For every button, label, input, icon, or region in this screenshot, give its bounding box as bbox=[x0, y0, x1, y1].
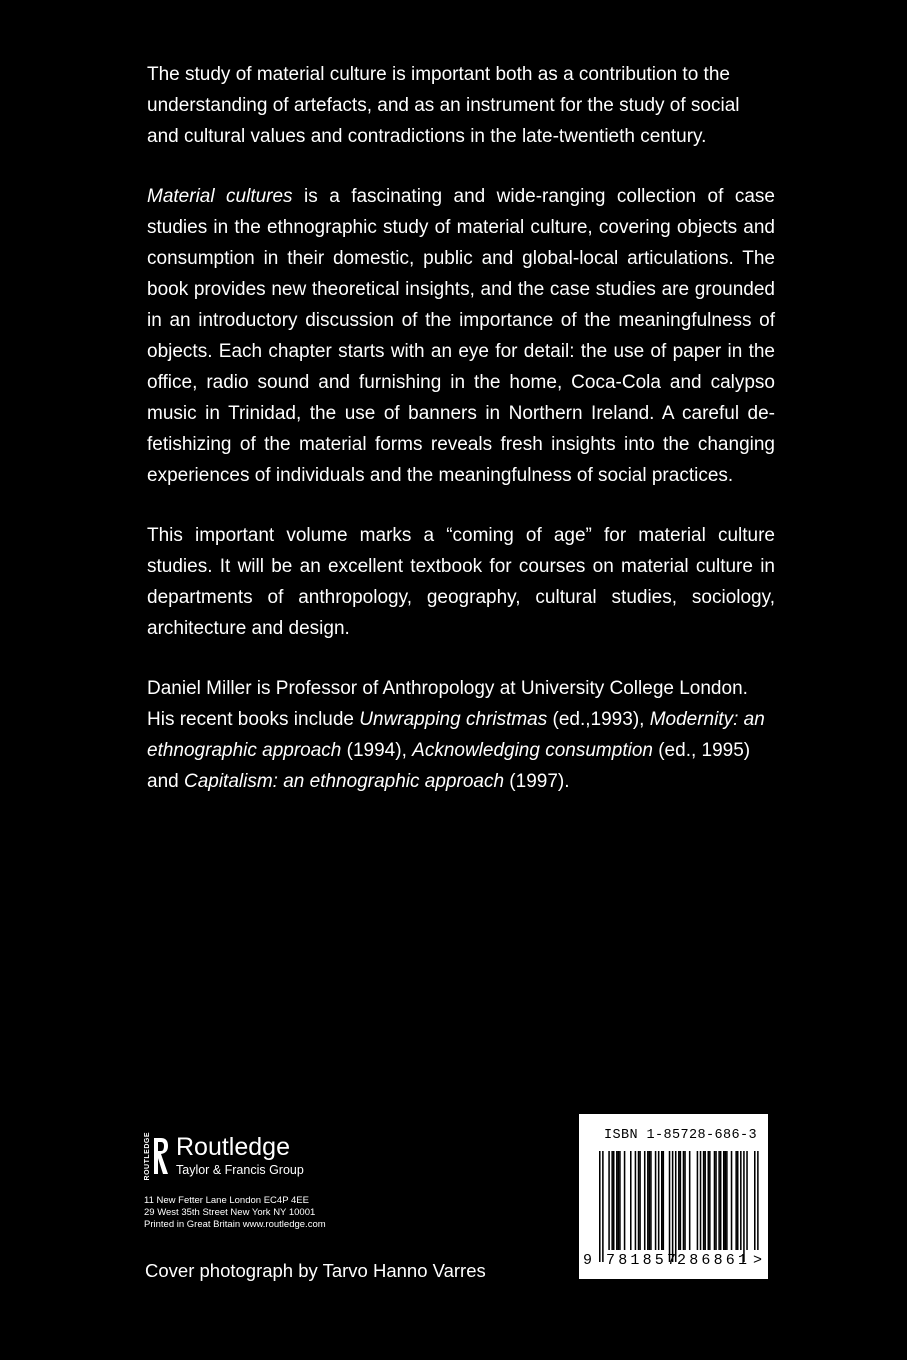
bio-text: (ed.,1993), bbox=[547, 709, 650, 730]
publisher-group: Taylor & Francis Group bbox=[176, 1163, 304, 1178]
barcode-bar bbox=[619, 1151, 621, 1250]
routledge-logo-icon bbox=[144, 1132, 170, 1180]
barcode-bar bbox=[658, 1151, 660, 1250]
barcode-bar bbox=[650, 1151, 652, 1250]
barcode-bar bbox=[618, 1151, 620, 1250]
barcode-bar bbox=[672, 1151, 674, 1262]
barcode-bar bbox=[709, 1151, 711, 1250]
logo-glyph-icon bbox=[152, 1136, 170, 1176]
barcode-bar bbox=[624, 1151, 626, 1250]
bio-book-title: Acknowledging consumption bbox=[412, 740, 653, 761]
bio-book-title: Capitalism: an ethnographic approach bbox=[183, 771, 505, 792]
isbn-barcode bbox=[579, 1114, 768, 1279]
barcode-bar bbox=[655, 1151, 657, 1250]
barcode-bar bbox=[638, 1151, 640, 1250]
barcode-bar bbox=[740, 1151, 742, 1250]
barcode-arrow: > bbox=[753, 1252, 763, 1269]
address-line: 11 New Fetter Lane London EC4P 4EE bbox=[144, 1195, 309, 1207]
bio-book-title: Unwrapping christmas bbox=[359, 709, 548, 730]
barcode-left-digits: 781857 bbox=[606, 1252, 680, 1269]
address-line: 29 West 35th Street New York NY 10001 bbox=[144, 1207, 316, 1219]
barcode-bar bbox=[669, 1151, 671, 1262]
barcode-bar bbox=[661, 1151, 663, 1250]
bio-book-title: Modernity: an ethnographic approach bbox=[147, 709, 765, 761]
barcode-bar bbox=[731, 1151, 733, 1250]
intro-paragraph: The study of material culture is important both as a contribution to the understanding of artefacts, and as an instrument for the study of social and cultural values and contradictions in the late-twentieth century. bbox=[147, 64, 740, 147]
publisher-block bbox=[144, 1132, 444, 1231]
barcode-bar bbox=[714, 1151, 716, 1250]
barcode-bar bbox=[723, 1151, 725, 1250]
bio-text: Daniel Miller is Professor of Anthropology at University College London. His recent books include bbox=[147, 678, 748, 730]
barcode-bar bbox=[737, 1151, 739, 1250]
barcode-bar bbox=[639, 1151, 641, 1250]
barcode-bar bbox=[649, 1151, 651, 1250]
barcode-bar bbox=[754, 1151, 756, 1250]
barcode-bar bbox=[630, 1151, 632, 1250]
barcode-bar bbox=[635, 1151, 637, 1250]
barcode-bar bbox=[718, 1151, 720, 1250]
address-line: Printed in Great Britain www.routledge.com bbox=[144, 1219, 326, 1231]
barcode-bar bbox=[697, 1151, 699, 1250]
cover-photo-credit: Cover photograph by Tarvo Hanno Varres bbox=[145, 1260, 486, 1281]
barcode-bar bbox=[602, 1151, 604, 1262]
barcode-bar bbox=[700, 1151, 702, 1250]
barcode-bar bbox=[725, 1151, 727, 1250]
barcode-bar bbox=[715, 1151, 717, 1250]
author-bio-paragraph bbox=[147, 673, 775, 797]
back-cover-blurb bbox=[147, 59, 775, 826]
barcode-bar bbox=[663, 1151, 665, 1250]
barcode-bar bbox=[743, 1151, 745, 1262]
publisher-addresses bbox=[144, 1195, 444, 1231]
barcode-bar bbox=[678, 1151, 680, 1250]
barcode-lead-digit: 9 bbox=[583, 1252, 593, 1269]
barcode-bar bbox=[708, 1151, 710, 1250]
barcode-bar bbox=[608, 1151, 610, 1250]
audience-paragraph: This important volume marks a “coming of age” for material culture studies. It will be an excellent textbook for courses on material culture in departments of anthropology, geography, cultural studies, sociology, architecture and design. bbox=[147, 525, 775, 639]
logo-vertical-word: ROUTLEDGE bbox=[144, 1132, 151, 1181]
barcode-bar bbox=[599, 1151, 601, 1262]
book-title: Material cultures bbox=[147, 186, 293, 207]
description-text: is a fascinating and wide-ranging collection of case studies in the ethnographic study of material culture, covering objects and consumption in their domestic, public and global-local articulations. The book provides new theoretical insights, and the case studies are grounded in an introductory discussion of the importance of the meaningfulness of objects. Each chapter starts with an eye for detail: the use of paper in the office, radio sound and furnishing in the home, Coca-Cola and calypso music in Trinidad, the use of banners in Northern Ireland. A careful de-fetishizing of the material forms reveals fresh insights into the changing experiences of individuals and the meaningfulness of social practices. bbox=[147, 186, 775, 486]
barcode-bar bbox=[611, 1151, 613, 1250]
barcode-bar bbox=[703, 1151, 705, 1250]
bio-text: (ed., 1995) and bbox=[147, 740, 751, 792]
publisher-name: Routledge bbox=[176, 1133, 290, 1162]
description-paragraph bbox=[147, 181, 775, 491]
barcode-bar bbox=[720, 1151, 722, 1250]
barcode-bar bbox=[746, 1151, 748, 1250]
bio-text: (1994), bbox=[341, 740, 413, 761]
barcode-bar bbox=[726, 1151, 728, 1250]
barcode-bar bbox=[675, 1151, 677, 1262]
bio-text: (1997). bbox=[504, 771, 570, 792]
barcode-right-digits: 286861 bbox=[677, 1252, 751, 1269]
barcode-bar bbox=[616, 1151, 618, 1250]
barcode-bar bbox=[613, 1151, 615, 1250]
barcode-bar bbox=[644, 1151, 646, 1250]
barcode-bar bbox=[647, 1151, 649, 1250]
barcode-bar bbox=[757, 1151, 759, 1250]
barcode-bar bbox=[704, 1151, 706, 1250]
barcode-bar bbox=[735, 1151, 737, 1250]
publisher-logo bbox=[144, 1132, 444, 1180]
barcode-bar bbox=[680, 1151, 682, 1250]
barcode-bar bbox=[684, 1151, 686, 1250]
publisher-names bbox=[176, 1133, 304, 1179]
barcode-bar bbox=[689, 1151, 691, 1250]
isbn-label: ISBN 1-85728-686-3 bbox=[604, 1128, 758, 1143]
barcode-bar bbox=[683, 1151, 685, 1250]
